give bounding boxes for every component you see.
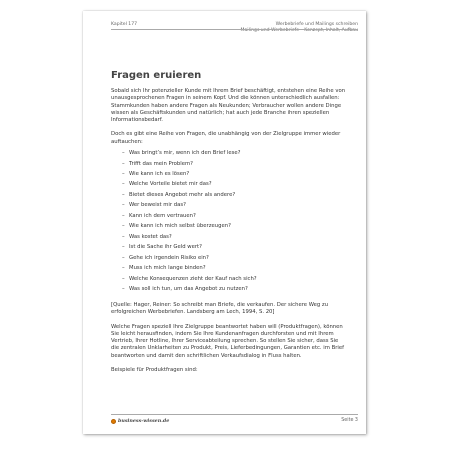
- main-content: [111, 88, 347, 381]
- page-title: Fragen eruieren: [111, 70, 202, 81]
- subsection-title: Mailings und Werbebriefe – Konzept, Inhalt, Aufbau: [240, 28, 358, 33]
- intro-paragraph: Sobald sich Ihr potenzieller Kunde mit Ihrem Brief beschäftigt, entstehen eine Reihe von unausgesprochenen Fragen in seinem Kopf. Und die können unterschiedlich ausfallen: Stammkunden haben andere Fragen als Neukunden; Verbraucher wollen andere Dinge wissen als Geschäftskunden und natürlich; hat auch jede Branche ihren speziellen Informationsbedarf.: [111, 88, 346, 124]
- questions-intro: Doch es gibt eine Reihe von Fragen, die unabhängig von der Zielgruppe immer wieder auftauchen:: [111, 131, 341, 145]
- list-item: – Muss ich mich lange binden?: [122, 263, 347, 273]
- list-item: – Wer beweist mir das?: [122, 200, 347, 210]
- list-item: – Welche Konsequenzen zieht der Kauf nach sich?: [122, 274, 347, 284]
- page-number: Seite 3: [341, 418, 358, 423]
- document-page: [83, 11, 366, 434]
- brand-dot-icon: [111, 419, 116, 424]
- list-item: – Welche Vorteile bietet mir das?: [122, 179, 347, 189]
- examples-intro: Beispiele für Produktfragen sind:: [111, 367, 198, 373]
- header-divider: [111, 29, 358, 30]
- product-questions-paragraph: Welche Fragen speziell Ihre Zielgruppe beantwortet haben will (Produktfragen), können Sie leicht herausfinden, indem Sie Ihre Kundenanfragen durchforsten und mit Ihrem Vertrieb, Ihrer Hotline, Ihrer Serviceabteilung sprechen. So stellen Sie sicher, dass Sie die zentralen Unklarheiten zu Produkt, Preis, Lieferbedingungen, Garantien etc. im Brief beantworten und damit den schriftlichen Verkaufsdialog in Fluss halten.: [111, 323, 345, 359]
- list-item: – Was bringt’s mir, wenn ich den Brief lese?: [122, 148, 347, 158]
- list-item: – Was kostet das?: [122, 232, 347, 242]
- list-item: – Kann ich dem vertrauen?: [122, 211, 347, 221]
- question-list: [111, 148, 347, 294]
- brand-name: business-wissen.de: [118, 418, 170, 424]
- list-item: – Was soll ich tun, um das Angebot zu nutzen?: [122, 284, 347, 294]
- chapter-label: Kapitel 177: [111, 22, 138, 27]
- header-section-info: [241, 22, 358, 34]
- list-item: – Wie kann ich mich selbst überzeugen?: [122, 221, 347, 231]
- list-item: – Ist die Sache ihr Geld wert?: [122, 242, 347, 252]
- footer-divider: [111, 414, 358, 415]
- list-item: – Gehe ich irgendein Risiko ein?: [122, 253, 347, 263]
- brand-logo: [111, 418, 169, 424]
- source-citation: [Quelle: Hager, Reiner: So schreibt man Briefe, die verkaufen. Der sichere Weg zu erfolgreichen Werbebriefen. Landsberg am Lech, 1994, S. 20]: [111, 301, 329, 316]
- list-item: – Bietet dieses Angebot mehr als andere?: [122, 190, 347, 200]
- list-item: – Wie kann ich es lösen?: [122, 169, 347, 179]
- list-item: – Trifft das mein Problem?: [122, 159, 347, 169]
- section-title: Werbebriefe und Mailings schreiben: [275, 22, 358, 27]
